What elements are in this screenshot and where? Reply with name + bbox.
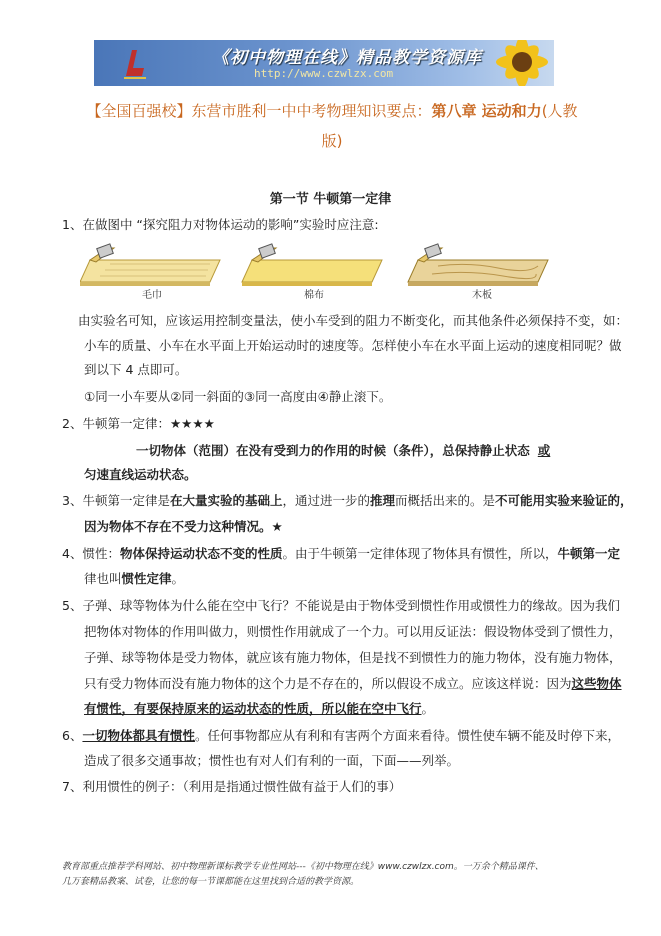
inertia-definition: 物体保持运动状态不变的性质 — [119, 546, 283, 561]
item4-mid: 。由于牛顿第一定律体现了物体具有惯性，所以， — [282, 546, 558, 561]
heading-school: 【全国百强校】东营市胜利一中中考物理知识要点： — [86, 102, 432, 120]
item7-line: 7、利用惯性的例子：（利用是指通过惯性做有益于人们的事） — [62, 779, 402, 794]
item4-end: 。 — [171, 571, 185, 586]
heading-edition-end: 版) — [321, 132, 343, 150]
item4-also-called: 律也叫 — [84, 571, 122, 586]
item3-reasoning: 推理 — [370, 493, 396, 508]
ramp-towel — [80, 244, 220, 286]
page-footer — [62, 860, 602, 890]
item3-line1 — [62, 493, 633, 509]
item3-basis: 在大量实验的基础上 — [169, 493, 283, 508]
section-title: 第一节 牛顿第一定律 — [269, 192, 392, 207]
item6-prefix: 6、 — [62, 728, 83, 743]
importance-stars: ★★★★ — [169, 416, 215, 431]
ramp-wood — [408, 244, 548, 286]
heading-chapter: 第八章 运动和力 — [431, 102, 542, 120]
newton-first-law-line1 — [136, 443, 550, 459]
item2-line — [62, 416, 215, 432]
label-wood: 木板 — [472, 290, 492, 301]
item5-line2: 把物体对物体的作用叫做力，则惯性作用就成了一个力。可以用反证法：假设物体受到了惯性力， — [84, 624, 622, 639]
item4-law-name: 牛顿第一定 — [557, 546, 620, 561]
sunflower-icon — [494, 40, 550, 86]
all-objects-have-inertia: 一切物体都具有惯性 — [82, 728, 195, 743]
site-banner — [94, 40, 554, 86]
ramp-cotton — [242, 244, 382, 286]
item3-prefix: 3、牛顿第一定律是 — [62, 493, 170, 508]
item6-text: 。任何事物都应从有利和有害两个方面来看待。惯性使车辆不能及时停下来， — [194, 728, 620, 743]
banner-title: 《初中物理在线》精品教学资源库 — [212, 48, 482, 68]
heading-edition: (人教 — [541, 102, 578, 120]
newton-first-law-line2: 匀速直线运动状态。 — [84, 467, 197, 482]
item4-line2 — [84, 571, 184, 587]
item4-line1 — [62, 546, 620, 562]
item5-line4-emphasis: 这些物体 — [571, 676, 622, 691]
item3-summary: 而概括出来的。是 — [395, 493, 496, 508]
item2-text: 2、牛顿第一定律： — [62, 416, 170, 431]
footer-line1: 教育部重点推荐学科网站、初中物理新课标教学专业性网站---《初中物理在线》www.czwlzx.com。一万余个精品课件、 — [62, 862, 544, 872]
item3-mid: ，通过进一步的 — [282, 493, 370, 508]
item5-line1: 5、子弹、球等物体为什么能在空中飞行？不能说是由于物体受到惯性作用或惯性力的缘故。因为我们 — [62, 598, 620, 613]
label-cotton: 棉布 — [304, 290, 324, 301]
item5-line3: 子弹、球等物体是受力物体，就应该有施力物体，但是找不到惯性力的施力物体，没有施力物体， — [84, 650, 622, 665]
item1-paragraph-1: 由实验名可知，应该运用控制变量法，使小车受到的阻力不断变化，而其他条件必须保持不变，如： — [78, 313, 629, 328]
footer-line2: 几万套精品教案、试卷，让您的每一节课都能在这里找到合适的教学资源。 — [62, 877, 360, 887]
item1-paragraph-3: 到以下 4 点即可。 — [84, 362, 188, 377]
site-logo-icon — [122, 46, 148, 80]
item5-line5 — [84, 701, 434, 717]
experiment-figures — [80, 242, 550, 301]
item5-conclusion: 有惯性，有要保持原来的运动状态的性质，所以能在空中飞行 — [84, 701, 422, 716]
item1-paragraph-4: ①同一小车要从②同一斜面的③同一高度由④静止滚下。 — [84, 389, 392, 404]
banner-url: http://www.czwlzx.com — [254, 67, 394, 80]
item1-paragraph-2: 小车的质量、小车在水平面上开始运动时的速度等。怎样使小车在水平面上运动的速度相同呢？做 — [84, 338, 622, 353]
item6-line2: 造成了很多交通事故；惯性也有对人们有利的一面，下面——列举。 — [84, 753, 460, 768]
item6-line1 — [62, 728, 620, 744]
page-heading — [62, 96, 602, 156]
law-statement: 一切物体（范围）在没有受到力的作用的时候（条件），总保持静止状态 — [136, 443, 530, 458]
item3-line2: 因为物体不存在不受力这种情况。★ — [84, 519, 283, 534]
item3-not-verifiable: 不可能用实验来验证的， — [495, 493, 633, 508]
item5-line4 — [84, 676, 622, 692]
label-towel: 毛巾 — [142, 290, 162, 301]
item4-prefix: 4、惯性： — [62, 546, 120, 561]
law-or: 或 — [537, 443, 551, 458]
inertia-law: 惯性定律 — [121, 571, 172, 586]
item5-line4-text: 只有受力物体而没有施力物体的这个力是不存在的，所以假设不成立。应该这样说：因为 — [84, 676, 572, 691]
item5-end: 。 — [421, 701, 435, 716]
item1-text: 1、在做图中 “探究阻力对物体运动的影响”实验时应注意: — [62, 217, 379, 232]
